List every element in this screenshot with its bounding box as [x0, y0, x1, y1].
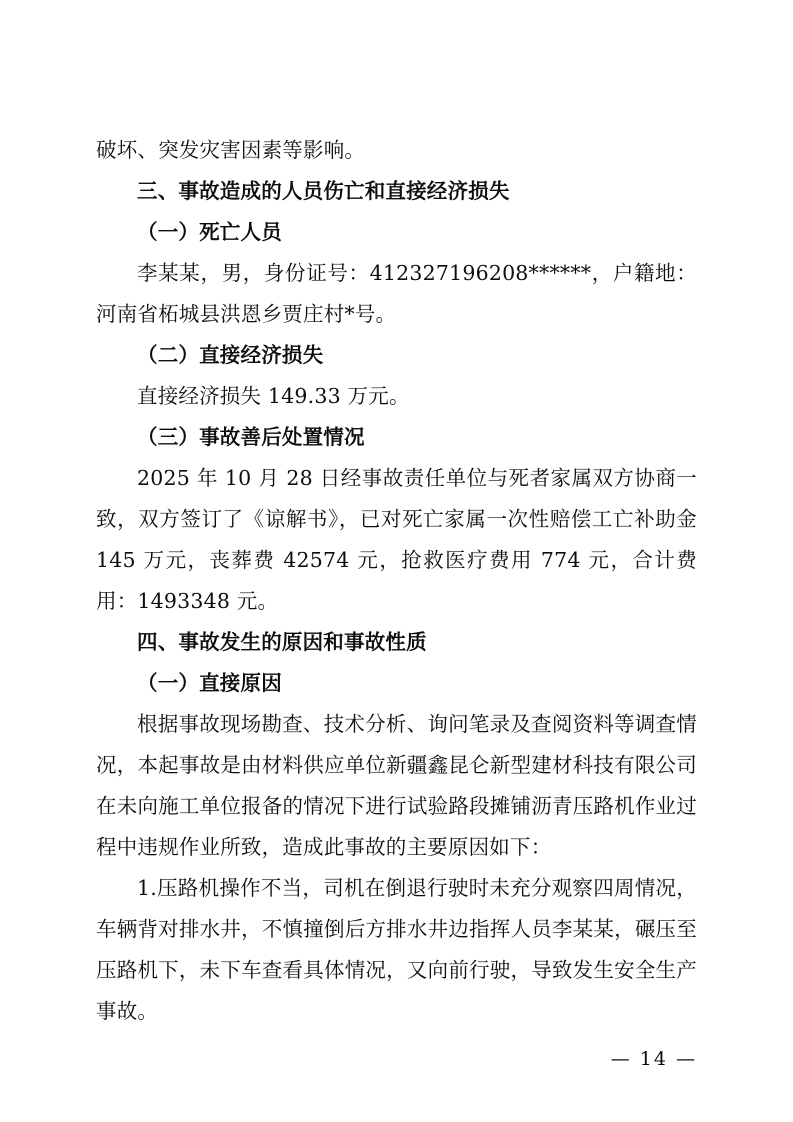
- paragraph-aftermath: 2025 年 10 月 28 日经事故责任单位与死者家属双方协商一致，双方签订了《谅解书》，已对死亡家属一次性赔偿工亡补助金 145 万元，丧葬费 42574 元，抢救医疗费用 774 元，合计费用：1493348 元。: [96, 466, 697, 613]
- subsection-heading-direct-cause: （一）直接原因: [137, 671, 282, 695]
- paragraph-continuation: 破坏、突发灾害因素等影响。: [96, 138, 366, 162]
- subsection-heading-two: （二）直接经济损失: [137, 343, 324, 367]
- paragraph-deceased-info: 李某某，男，身份证号：412327196208******，户籍地：河南省柘城县洪恩乡贾庄村*号。: [96, 261, 697, 326]
- page-number: — 14 —: [610, 1048, 697, 1070]
- subsection-heading-three: （三）事故善后处置情况: [137, 425, 365, 449]
- section-heading-four: 四、事故发生的原因和事故性质: [137, 630, 427, 654]
- section-heading-three: 三、事故造成的人员伤亡和直接经济损失: [137, 179, 510, 203]
- paragraph-investigation: 根据事故现场勘查、技术分析、询问笔录及查阅资料等调查情况，本起事故是由材料供应单位新疆鑫昆仑新型建材科技有限公司在未向施工单位报备的情况下进行试验路段摊铺沥青压路机作业过程中违规作业所致，造成此事故的主要原因如下：: [96, 712, 697, 859]
- paragraph-cause-item-1: 1.压路机操作不当，司机在倒退行驶时未充分观察四周情况，车辆背对排水井，不慎撞倒后方排水井边指挥人员李某某，碾压至压路机下，未下车查看具体情况，又向前行驶，导致发生安全生产事故。: [96, 876, 697, 1023]
- subsection-heading-one: （一）死亡人员: [137, 220, 282, 244]
- paragraph-economic-loss: 直接经济损失 149.33 万元。: [137, 384, 410, 408]
